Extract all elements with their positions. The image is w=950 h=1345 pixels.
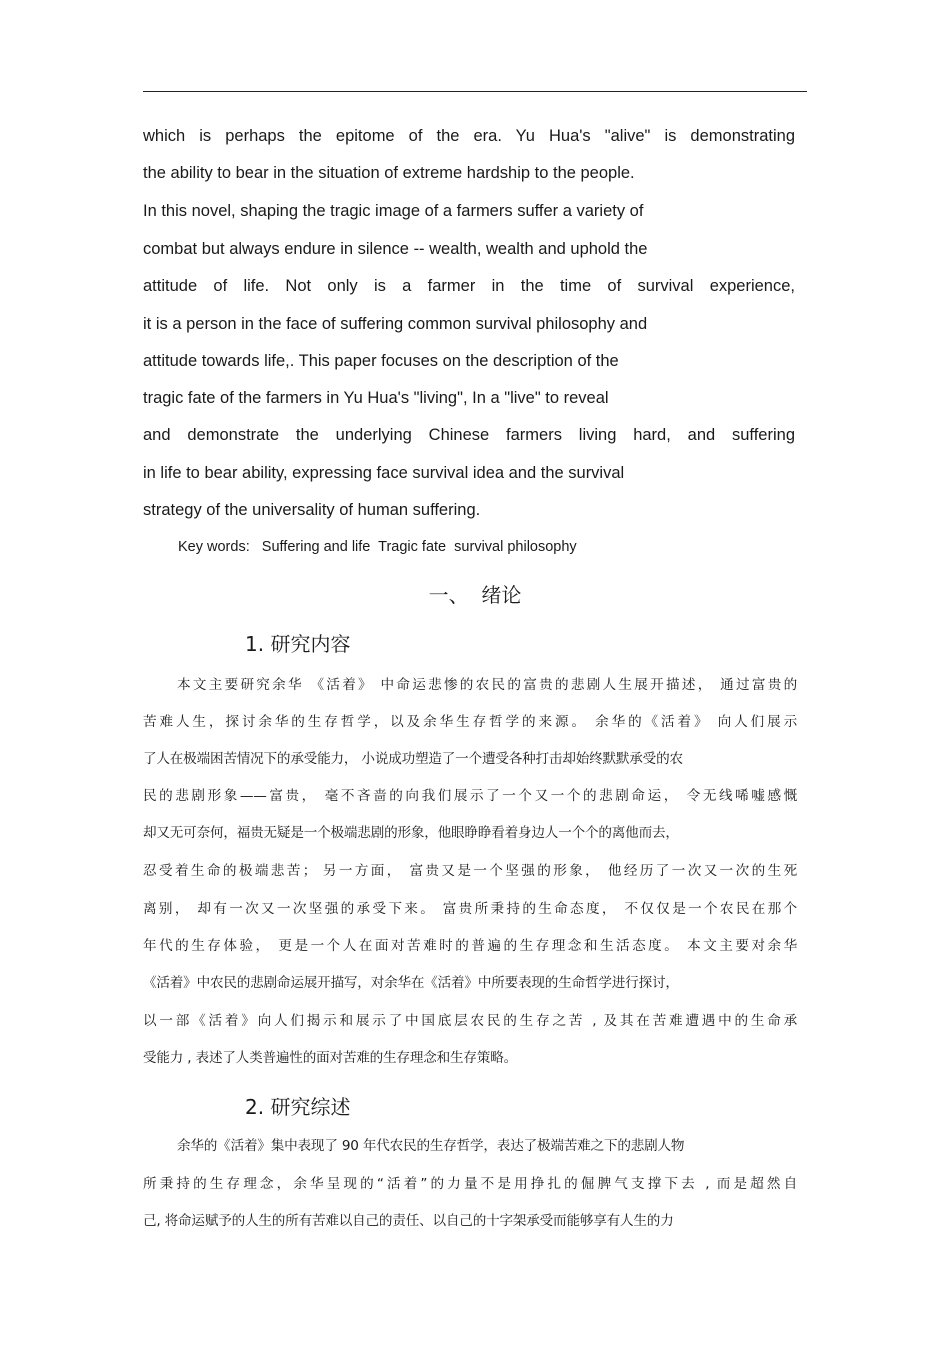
abstract-line: attitude of life. Not only is a farmer in the time of survival experience, [143,277,795,295]
header-rule [143,91,807,92]
paragraph-line: 忍受着生命的极端悲苦； 另一方面， 富贵又是一个坚强的形象， 他经历了一次又一次的生死 [143,863,797,879]
paragraph-line: 苦难人生，探讨余华的生存哲学，以及余华生存哲学的来源。 余华的《活着》 向人们展示 [143,714,797,730]
paragraph-line: 以一部《活着》向人们揭示和展示了中国底层农民的生存之苦 , 及其在苦难遭遇中的生命承 [143,1013,797,1029]
abstract-line: tragic fate of the farmers in Yu Hua's "living", In a "live" to reveal [143,389,609,407]
abstract-line: In this novel, shaping the tragic image of a farmers suffer a variety of [143,202,644,220]
paragraph-line: 本文主要研究余华 《活着》 中命运悲惨的农民的富贵的悲剧人生展开描述， 通过富贵的 [177,677,797,693]
paragraph-line: 却又无可奈何，福贵无疑是一个极端悲剧的形象，他眼睁睁看着身边人一个个的离他而去， [143,825,679,841]
paragraph-line: 民的悲剧形象——富贵， 毫不吝啬的向我们展示了一个又一个的悲剧命运， 令无线唏嘘感慨 [143,788,797,804]
paragraph-line: 了人在极端困苦情况下的承受能力， 小说成功塑造了一个遭受各种打击却始终默默承受的农 [143,751,683,767]
paragraph-line: 受能力 , 表述了人类普遍性的面对苦难的生存理念和生存策略。 [143,1050,517,1066]
paragraph-line: 年代的生存体验， 更是一个人在面对苦难时的普遍的生存理念和生活态度。 本文主要对余华 [143,938,797,954]
abstract-line: it is a person in the face of suffering common survival philosophy and [143,315,648,333]
abstract-line: and demonstrate the underlying Chinese farmers living hard, and suffering [143,426,795,444]
abstract-line: attitude towards life,. This paper focuses on the description of the [143,352,619,370]
paragraph-line: 《活着》中农民的悲剧命运展开描写，对余华在《活着》中所要表现的生命哲学进行探讨， [143,975,679,991]
abstract-line: the ability to bear in the situation of extreme hardship to the people. [143,164,635,182]
paragraph-line: 所秉持的生存理念，余华呈现的“活着”的力量不是用挣扎的倔脾气支撑下去 , 而是超然自 [143,1176,797,1192]
paragraph-line: 己, 将命运赋予的人生的所有苦难以自己的责任、以自己的十字架承受而能够享有人生的力 [143,1213,674,1229]
keywords: Key words: Suffering and life Tragic fate survival philosophy [178,539,577,555]
abstract-line: in life to bear ability, expressing face survival idea and the survival [143,464,625,482]
chapter-title: 一、 绪论 [428,583,522,607]
paragraph-line: 余华的《活着》集中表现了 90 年代农民的生存哲学，表达了极端苦难之下的悲剧人物 [177,1138,685,1154]
section-title: 2. 研究综述 [245,1095,351,1119]
paragraph-line: 离别， 却有一次又一次坚强的承受下来。 富贵所秉持的生命态度， 不仅仅是一个农民在那个 [143,901,797,917]
section-title: 1. 研究内容 [245,632,351,656]
abstract-line: which is perhaps the epitome of the era. Yu Hua's "alive" is demonstrating [143,127,795,145]
abstract-line: combat but always endure in silence -- wealth, wealth and uphold the [143,240,648,258]
abstract-line: strategy of the universality of human suffering. [143,501,481,519]
